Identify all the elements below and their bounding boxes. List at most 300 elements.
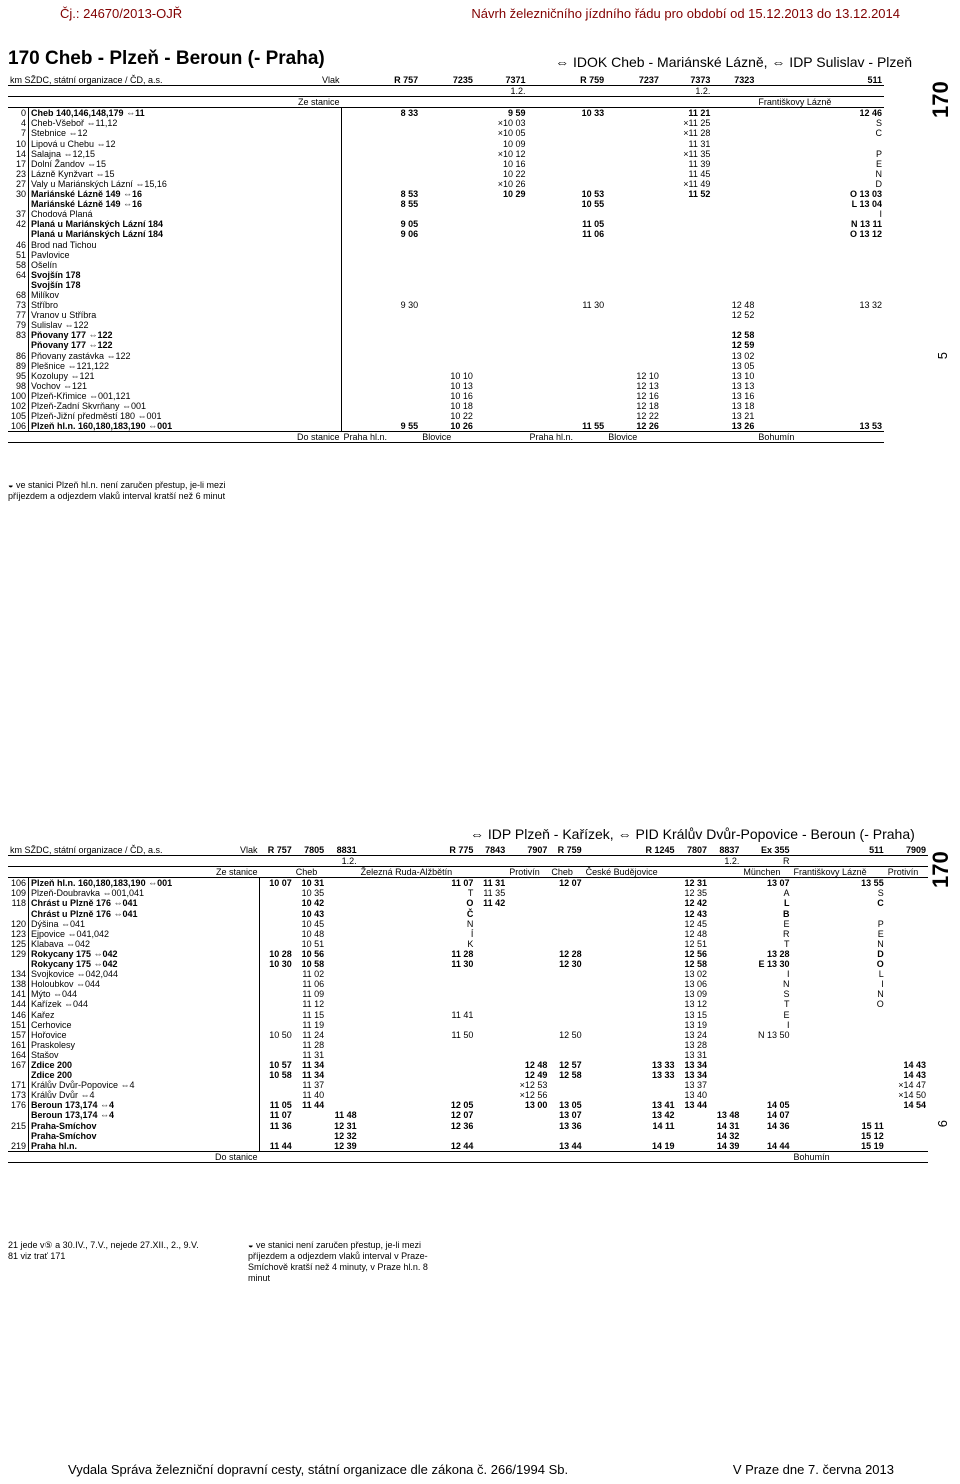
time-value	[709, 1040, 741, 1050]
table-row	[8, 159, 884, 169]
transfer-icon: ◒	[8, 480, 16, 490]
station-name: Cerhovice	[29, 1020, 260, 1030]
time-value	[584, 989, 677, 999]
time-value	[527, 310, 606, 320]
time-value: 13 21	[731, 411, 755, 422]
time-value	[475, 199, 528, 209]
time-value	[661, 411, 713, 421]
time-value	[886, 949, 928, 959]
time-value	[527, 128, 606, 138]
time-value: 13 05	[559, 1100, 582, 1111]
time-value	[507, 1141, 549, 1152]
table-row	[8, 1060, 928, 1070]
time-value	[886, 1030, 928, 1040]
time-value	[549, 888, 583, 898]
table-row	[8, 1030, 928, 1040]
time-value	[420, 209, 475, 219]
km-value: 42	[8, 219, 29, 229]
table-row	[8, 888, 928, 898]
time-value	[260, 1010, 294, 1020]
time-value	[584, 1040, 677, 1050]
time-value: 10 26	[450, 421, 473, 432]
time-value	[886, 1110, 928, 1120]
table-row	[8, 280, 884, 290]
time-value	[359, 979, 476, 989]
time-value: 12 51	[684, 938, 707, 949]
time-value	[341, 118, 420, 128]
table-row	[8, 1100, 928, 1110]
time-value	[712, 290, 756, 300]
time-value	[712, 260, 756, 270]
time-value	[756, 381, 884, 391]
time-value	[326, 1010, 358, 1020]
train-number: 8831	[326, 845, 358, 856]
km-value: 173	[8, 1090, 29, 1100]
time-value	[712, 179, 756, 189]
time-value: ×12 53	[519, 1080, 548, 1091]
time-value: O	[466, 898, 474, 909]
time-value: 13 12	[684, 999, 707, 1010]
table-row	[8, 898, 928, 908]
table-row	[8, 909, 928, 919]
time-value	[709, 929, 741, 939]
time-value	[507, 929, 549, 939]
km-value: 138	[8, 979, 29, 989]
time-value: 11 07	[269, 1110, 292, 1121]
time-value: 13 44	[684, 1100, 707, 1111]
station-name: Cheb 140,146,148,179 ⇔11	[29, 108, 342, 119]
time-value: 12 28	[559, 948, 582, 959]
time-value: 12 32	[334, 1130, 357, 1141]
time-value	[527, 401, 606, 411]
time-value	[606, 300, 661, 310]
time-value	[527, 118, 606, 128]
time-value	[527, 240, 606, 250]
time-value: 10 18	[450, 401, 473, 411]
km-value: 215	[8, 1121, 29, 1131]
time-value	[606, 340, 661, 350]
train-note	[756, 86, 884, 97]
origin-station: Františkovy Lázně	[792, 867, 886, 878]
time-value	[294, 1110, 326, 1120]
time-value: 11 28	[451, 948, 474, 959]
time-value: O	[876, 999, 884, 1010]
time-value	[661, 320, 713, 330]
time-value	[584, 969, 677, 979]
station-name: Stebnice ⇔12	[29, 128, 342, 138]
km-value: 120	[8, 919, 29, 929]
station-name: Lipová u Chebu ⇔12	[29, 139, 342, 149]
table-row	[8, 320, 884, 330]
time-value	[584, 1020, 677, 1030]
time-value	[792, 1030, 886, 1040]
train-number: R 759	[549, 845, 583, 856]
origin-row	[8, 97, 884, 108]
time-value: 11 12	[302, 999, 325, 1010]
operator-label: km SŽDC, státní organizace / ČD, a.s.	[8, 75, 299, 86]
time-value	[507, 1050, 549, 1060]
destination-station	[712, 432, 756, 443]
time-value	[527, 179, 606, 189]
time-value	[527, 280, 606, 290]
time-value: 12 31	[684, 878, 707, 889]
time-value	[661, 209, 713, 219]
time-value	[341, 270, 420, 280]
time-value	[549, 969, 583, 979]
destination-station: Bohumín	[756, 432, 884, 443]
km-value	[8, 1131, 29, 1141]
time-value	[606, 260, 661, 270]
origin-station	[677, 867, 709, 878]
km-value: 134	[8, 969, 29, 979]
time-value	[420, 310, 475, 320]
table-row	[8, 179, 884, 189]
time-value	[475, 1030, 507, 1040]
time-value: 12 56	[684, 948, 707, 959]
table-row	[8, 1020, 928, 1030]
time-value: E	[877, 928, 884, 939]
time-value	[756, 270, 884, 280]
time-value	[712, 139, 756, 149]
time-value	[326, 878, 358, 889]
table-row	[8, 979, 928, 989]
origin-station	[709, 867, 741, 878]
origin-station: Železná Ruda-Alžbětín	[359, 867, 476, 878]
time-value	[527, 260, 606, 270]
km-value	[8, 959, 29, 969]
table-row	[8, 1070, 928, 1080]
table1-footnote: ◒ ve stanici Plzeň hl.n. není zaručen přestup, je-li mezi příjezdem a odjezdem vlaků interval kratší než 6 minut	[8, 480, 226, 501]
time-value	[420, 270, 475, 280]
train-number: 7807	[677, 845, 709, 856]
time-value: 10 22	[450, 411, 473, 422]
km-value: 17	[8, 159, 29, 169]
train-number: 511	[756, 75, 884, 86]
train-note	[677, 856, 709, 867]
time-value	[475, 1110, 507, 1120]
km-value: 219	[8, 1141, 29, 1152]
time-value: P	[877, 918, 884, 929]
train-number-row	[8, 845, 928, 856]
time-value: 11 37	[302, 1080, 325, 1091]
time-value	[661, 229, 713, 239]
table-row	[8, 189, 884, 199]
table-row	[8, 209, 884, 219]
time-value	[712, 240, 756, 250]
km-value: 109	[8, 888, 29, 898]
time-value: E	[875, 158, 882, 169]
time-value	[326, 959, 358, 969]
station-name: Kařízek ⇔044	[29, 999, 260, 1009]
time-value	[326, 969, 358, 979]
origin-station	[326, 867, 358, 878]
station-name: Praha-Smíchov	[29, 1131, 260, 1141]
km-value: 77	[8, 310, 29, 320]
time-value: 13 42	[652, 1110, 675, 1121]
time-value	[420, 179, 475, 189]
time-value: 10 56	[301, 948, 325, 959]
time-value	[475, 421, 528, 432]
time-value: 10 53	[581, 189, 605, 200]
time-value	[792, 1010, 886, 1020]
time-value	[886, 969, 928, 979]
km-value: 10	[8, 139, 29, 149]
station-name: Ejpovice ⇔041,042	[29, 929, 260, 939]
table-row	[8, 1110, 928, 1120]
time-value	[475, 229, 528, 239]
time-value: 12 43	[684, 908, 707, 919]
time-value: C	[877, 898, 884, 909]
time-value	[475, 219, 528, 229]
time-value	[886, 888, 928, 898]
publisher: Vydala Správa železniční dopravní cesty, státní organizace dle zákona č. 266/1994 Sb.	[68, 1462, 569, 1477]
time-value	[661, 270, 713, 280]
time-value	[475, 361, 528, 371]
time-value	[359, 1050, 476, 1060]
time-value	[420, 351, 475, 361]
time-value: 11 52	[688, 189, 711, 200]
time-value: 10 58	[269, 1070, 292, 1081]
time-value	[475, 391, 528, 401]
destination-station	[549, 1151, 583, 1162]
time-value	[756, 340, 884, 350]
station-name: Svojšín 178	[29, 270, 342, 280]
time-value	[549, 979, 583, 989]
table-row	[8, 371, 884, 381]
time-value	[712, 270, 756, 280]
time-value: 14 31	[716, 1120, 740, 1131]
time-value	[326, 1100, 358, 1110]
time-value	[260, 989, 294, 999]
time-value	[420, 229, 475, 239]
origin-station	[661, 97, 713, 108]
time-value: 12 48	[731, 300, 755, 311]
time-value: 11 09	[302, 989, 325, 1000]
time-value	[475, 1100, 507, 1110]
km-value: 46	[8, 240, 29, 250]
time-value	[549, 999, 583, 1009]
time-value	[507, 989, 549, 999]
time-value	[507, 999, 549, 1009]
train-note	[549, 856, 583, 867]
time-value	[475, 260, 528, 270]
time-value	[709, 999, 741, 1009]
station-name: Ošelín	[29, 260, 342, 270]
time-value	[741, 1070, 791, 1080]
train-note	[527, 86, 606, 97]
time-value	[341, 330, 420, 340]
time-value: E	[783, 1009, 790, 1020]
time-value	[886, 1040, 928, 1050]
time-value	[420, 219, 475, 229]
time-value	[475, 1090, 507, 1100]
time-value	[475, 310, 528, 320]
table-row	[8, 108, 884, 119]
table-row	[8, 929, 928, 939]
time-value	[661, 280, 713, 290]
time-value: C	[875, 128, 882, 139]
table-row	[8, 330, 884, 340]
time-value	[549, 1040, 583, 1050]
time-value: 11 30	[451, 959, 474, 970]
time-value: 13 34	[684, 1059, 707, 1070]
train-number: 7323	[712, 75, 756, 86]
table-row	[8, 300, 884, 310]
time-value: 15 12	[861, 1130, 884, 1141]
time-value	[712, 108, 756, 119]
time-value	[420, 118, 475, 128]
station-name: Zdice 200	[29, 1060, 260, 1070]
time-value: 10 16	[502, 158, 526, 169]
time-value	[709, 1090, 741, 1100]
station-name: Mariánské Lázně 149 ⇔16	[29, 189, 342, 199]
time-value: 12 07	[559, 878, 582, 889]
time-value	[341, 280, 420, 290]
time-value: 12 58	[731, 330, 755, 341]
time-value	[527, 159, 606, 169]
time-value: 10 16	[450, 390, 473, 401]
time-value	[712, 118, 756, 128]
time-value	[584, 1090, 677, 1100]
table-row	[8, 1040, 928, 1050]
km-value: 51	[8, 250, 29, 260]
time-value: R	[783, 928, 790, 939]
time-value: 11 45	[688, 168, 711, 179]
station-name: Králův Dvůr-Popovice ⇔4	[29, 1080, 260, 1090]
station-name: Dolní Žandov ⇔15	[29, 159, 342, 169]
train-note: 1.2.	[510, 86, 526, 97]
station-name: Brod nad Tichou	[29, 240, 342, 250]
time-value	[475, 340, 528, 350]
time-value	[420, 330, 475, 340]
time-value	[527, 290, 606, 300]
km-value: 106	[8, 878, 29, 889]
blank	[8, 856, 260, 867]
time-value	[507, 909, 549, 919]
time-value	[475, 320, 528, 330]
time-value	[326, 999, 358, 1009]
time-value	[606, 280, 661, 290]
time-value	[475, 1131, 507, 1141]
time-value	[475, 240, 528, 250]
time-value: 14 32	[716, 1130, 740, 1141]
from-station-label: Ze stanice	[8, 97, 341, 108]
time-value: ×10 03	[497, 118, 526, 129]
time-value	[475, 979, 507, 989]
time-value: 13 05	[731, 360, 755, 371]
time-value: 11 35	[483, 888, 506, 899]
origin-station	[475, 867, 507, 878]
destination-station	[294, 1151, 326, 1162]
time-value: 11 44	[302, 1100, 325, 1111]
origin-station	[475, 97, 528, 108]
table-row	[8, 949, 928, 959]
train-number: 7373	[661, 75, 713, 86]
time-value: 11 02	[302, 969, 325, 980]
time-value: 15 19	[861, 1140, 884, 1151]
origin-station	[606, 97, 661, 108]
train-notes-row	[8, 86, 884, 97]
time-value: 10 57	[269, 1059, 292, 1070]
km-value: 30	[8, 189, 29, 199]
time-value: 11 31	[302, 1049, 325, 1060]
time-value	[326, 1020, 358, 1030]
table-row	[8, 1080, 928, 1090]
time-value: 8 55	[400, 199, 419, 210]
time-value	[606, 250, 661, 260]
time-value	[792, 1020, 886, 1030]
km-value: 157	[8, 1030, 29, 1040]
km-value: 146	[8, 1010, 29, 1020]
station-name: Beroun 173,174 ⇔4	[29, 1100, 260, 1110]
time-value: 8 53	[400, 189, 419, 200]
time-value: 12 31	[334, 1120, 357, 1131]
time-value	[359, 1080, 476, 1090]
time-value	[549, 898, 583, 908]
time-value	[341, 128, 420, 138]
time-value	[341, 401, 420, 411]
station-name: Hořovice	[29, 1030, 260, 1040]
time-value: D	[875, 178, 882, 189]
time-value: ×11 49	[683, 178, 711, 189]
origin-station: Cheb	[294, 867, 326, 878]
time-value	[709, 1070, 741, 1080]
time-value: O	[876, 959, 884, 970]
station-name: Plzeň-Zadní Skvrňany ⇔001	[29, 401, 342, 411]
time-value: N 13 11	[850, 219, 882, 230]
station-name: Plzeň-Doubravka ⇔001,041	[29, 888, 260, 898]
train-number: 7843	[475, 845, 507, 856]
time-value: 10 13	[450, 380, 473, 391]
time-value	[606, 229, 661, 239]
train-number: 7237	[606, 75, 661, 86]
time-value	[712, 250, 756, 260]
time-value: 12 16	[636, 390, 659, 401]
time-value	[661, 300, 713, 310]
time-value	[260, 929, 294, 939]
time-value: 13 28	[767, 948, 790, 959]
time-value	[584, 1080, 677, 1090]
time-value	[475, 270, 528, 280]
time-value: 13 09	[684, 989, 707, 1000]
time-value	[584, 929, 677, 939]
time-value	[661, 250, 713, 260]
table-row	[8, 149, 884, 159]
time-value	[475, 351, 528, 361]
time-value: 10 31	[301, 878, 325, 889]
time-value	[756, 391, 884, 401]
time-value	[341, 320, 420, 330]
station-name: Milíkov	[29, 290, 342, 300]
time-value: 11 06	[582, 229, 605, 240]
time-value	[341, 260, 420, 270]
time-value: 12 48	[524, 1059, 548, 1070]
train-number: R 1245	[584, 845, 677, 856]
time-value	[886, 959, 928, 969]
time-value: 12 05	[450, 1100, 474, 1111]
time-value	[475, 969, 507, 979]
time-value: 10 09	[502, 138, 526, 149]
station-name: Planá u Mariánských Lázní 184	[29, 219, 342, 229]
time-value: 12 52	[731, 310, 755, 321]
time-value: 11 41	[451, 1009, 474, 1020]
time-value: 13 16	[731, 390, 755, 401]
time-value: 12 48	[684, 928, 707, 939]
destination-row	[8, 1151, 928, 1162]
station-name: Plzeň hl.n. 160,180,183,190 ⇔001	[29, 878, 260, 889]
train-number: R 775	[359, 845, 476, 856]
time-value: 11 07	[451, 878, 474, 889]
